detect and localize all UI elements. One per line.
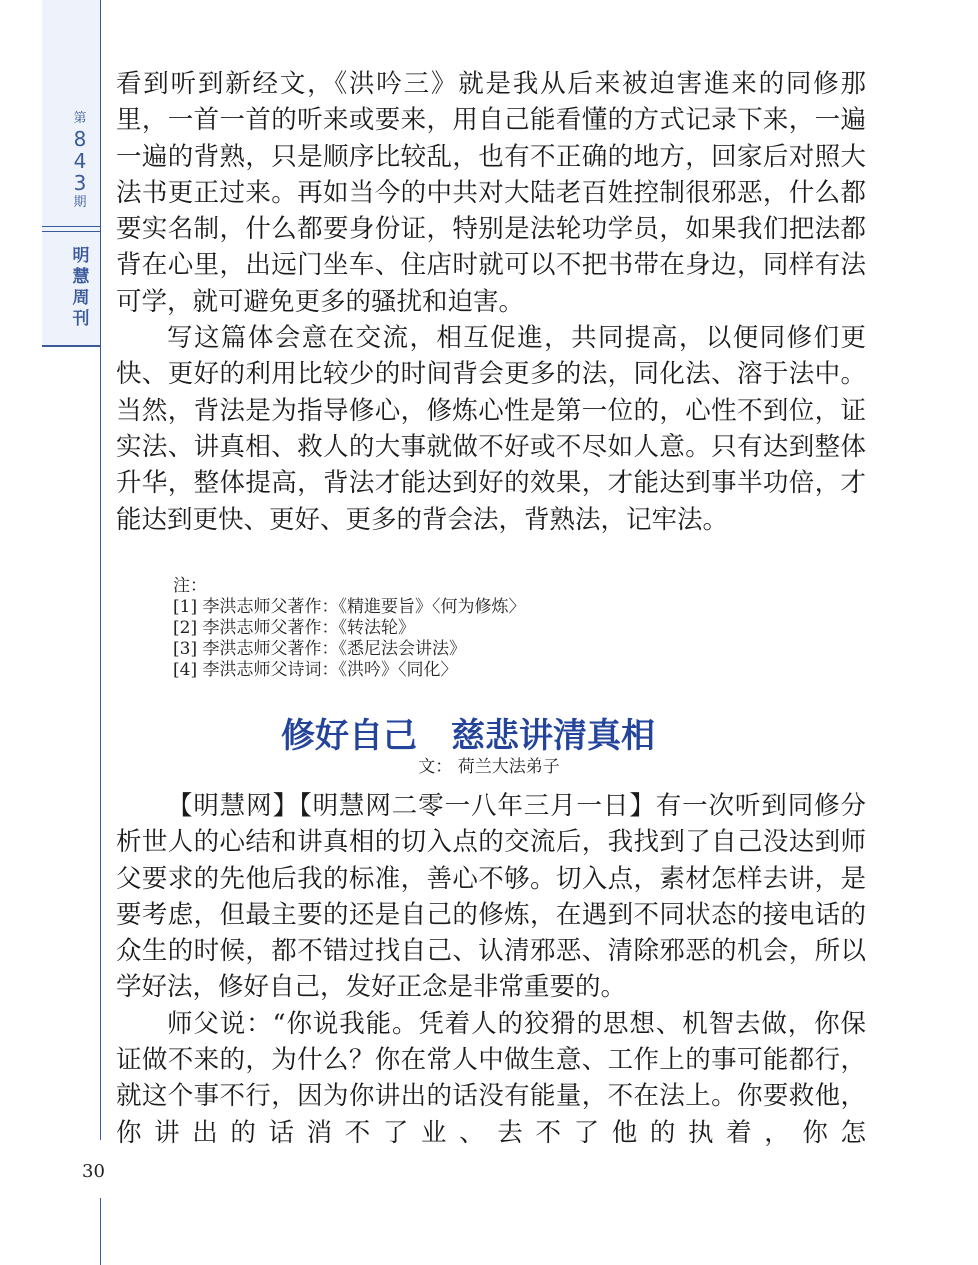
page-number: 30 [82,1161,105,1182]
article-2-paragraph: 【明慧网】【明慧网二零一八年三月一日】有一次听到同修分析世人的心结和讲真相的切入点的交流后，我找到了自己没达到师父要求的先他后我的标准，善心不够。切入点，素材怎样去讲，是要考虑，但最主要的还是自己的修炼，在遇到不同状态的接电话的众生的时候，都不错过找自己、认清邪恶、清除邪恶的机会，所以学好法，修好自己，发好正念是非常重要的。 [116,791,866,1003]
footnote: [2] 李洪志师父著作：《转法轮》 [173,618,415,638]
footnotes-label: 注： [173,576,207,596]
sidebar [0,0,101,1265]
sidebar-divider [42,226,100,227]
article-1-paragraph: 看到听到新经文，《洪吟三》就是我从后来被迫害進来的同修那里，一首一首的听来或要来，用自己能看懂的方式记录下来，一遍一遍的背熟，只是顺序比较乱，也有不正确的地方，回家后对照大法书更正过来。再如当今的中共对大陆老百姓控制很邪恶，什么都要实名制，什么都要身份证，特别是法轮功学员，如果我们把法都背在心里，出远门坐车、住店时就可以不把书带在身边，同样有法可学，就可避免更多的骚扰和迫害。 [116,69,866,317]
journal-char: 刊 [72,309,90,329]
article-2-title: 修好自己 慈悲讲清真相 [281,716,655,756]
issue-prefix: 第 [73,111,87,126]
issue-suffix: 期 [73,195,87,210]
issue-number [62,110,98,212]
journal-name [67,246,95,330]
sidebar-divider [42,345,100,347]
sidebar-rule [100,0,101,1140]
article-2-paragraph: 师父说：“你说我能。凭着人的狡猾的思想、机智去做，你保证做不来的，为什么？你在常人中做生意、工作上的事可能都行，就这个事不行，因为你讲出的话没有能量，不在法上。你要救他，你讲出的话消不了业、去不了他的执着，你怎 [116,1008,866,1148]
journal-char: 明 [72,246,90,266]
issue-digit: 3 [73,171,87,195]
journal-char: 慧 [72,267,90,287]
footnote: [1] 李洪志师父著作：《精進要旨》〈何为修炼〉 [173,597,526,617]
issue-digit: 4 [73,149,87,173]
article-2-body [116,788,866,1151]
sidebar-rule-bottom [100,1198,101,1265]
footnote: [4] 李洪志师父诗词：《洪吟》〈同化〉 [173,660,458,680]
footnote: [3] 李洪志师父著作：《悉尼法会讲法》 [173,639,466,659]
sidebar-divider [42,231,100,232]
issue-digit: 8 [73,127,87,151]
footnotes [173,576,525,681]
article-2-byline: 文： 荷兰大法弟子 [418,757,560,777]
article-1-paragraph: 写这篇体会意在交流，相互促進，共同提高，以便同修们更快、更好的利用比较少的时间背会更多的法，同化法、溶于法中。当然，背法是为指导修心，修炼心性是第一位的，心性不到位，证实法、讲真相、救人的大事就做不好或不尽如人意。只有达到整体升华，整体提高，背法才能达到好的效果，才能达到事半功倍，才能达到更快、更好、更多的背会法，背熟法，记牢法。 [116,323,866,535]
article-1-body [116,66,866,538]
journal-char: 周 [72,288,90,308]
